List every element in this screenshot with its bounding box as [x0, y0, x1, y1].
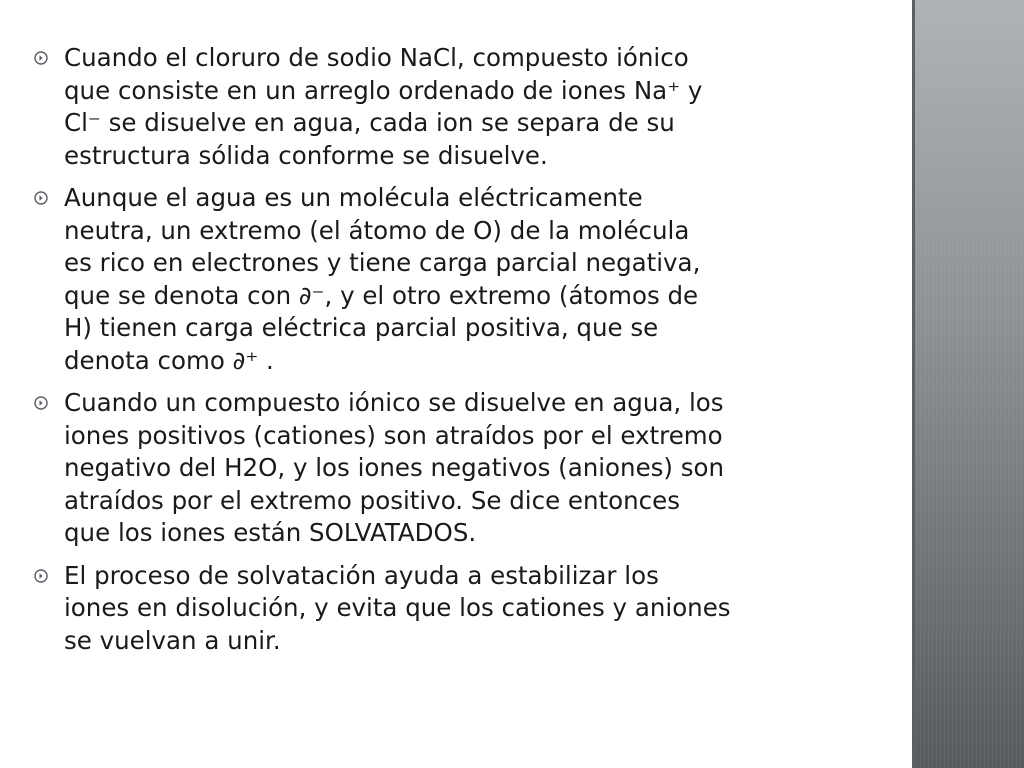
circled-right-arrow-icon: [34, 191, 48, 205]
side-panel-edge: [912, 0, 915, 768]
bullet-item: [34, 42, 904, 172]
decorative-side-panel: [912, 0, 1024, 768]
circled-right-arrow-icon: [34, 396, 48, 410]
bullet-text: Cuando el cloruro de sodio NaCl, compuesto iónico que consiste en un arreglo ordenado de iones Na⁺ y Cl⁻ se disuelve en agua, cada ion se separa de su estructura sólida conforme se disuelve.: [64, 43, 703, 170]
bullet-text: El proceso de solvatación ayuda a estabilizar los iones en disolución, y evita que los cationes y aniones se vuelvan a unir.: [64, 560, 731, 655]
circled-right-arrow-icon: [34, 51, 48, 65]
bullet-text: Aunque el agua es un molécula eléctricamente neutra, un extremo (el átomo de O) de la molécula es rico en electrones y tiene carga parcial negativa, que se denota con ∂⁻, y el otro extremo (átomos de H) tienen carga eléctrica parcial positiva, que se denota como ∂⁺ .: [64, 183, 701, 375]
bullet-list: [34, 42, 904, 667]
bullet-item: [34, 387, 904, 550]
bullet-item: [34, 182, 904, 377]
circled-right-arrow-icon: [34, 569, 48, 583]
bullet-item: [34, 560, 904, 658]
bullet-text: Cuando un compuesto iónico se disuelve en agua, los iones positivos (cationes) son atraídos por el extremo negativo del H2O, y los iones negativos (aniones) son atraídos por el extremo positivo. Se dice entonces que los iones están SOLVATADOS.: [64, 388, 725, 547]
